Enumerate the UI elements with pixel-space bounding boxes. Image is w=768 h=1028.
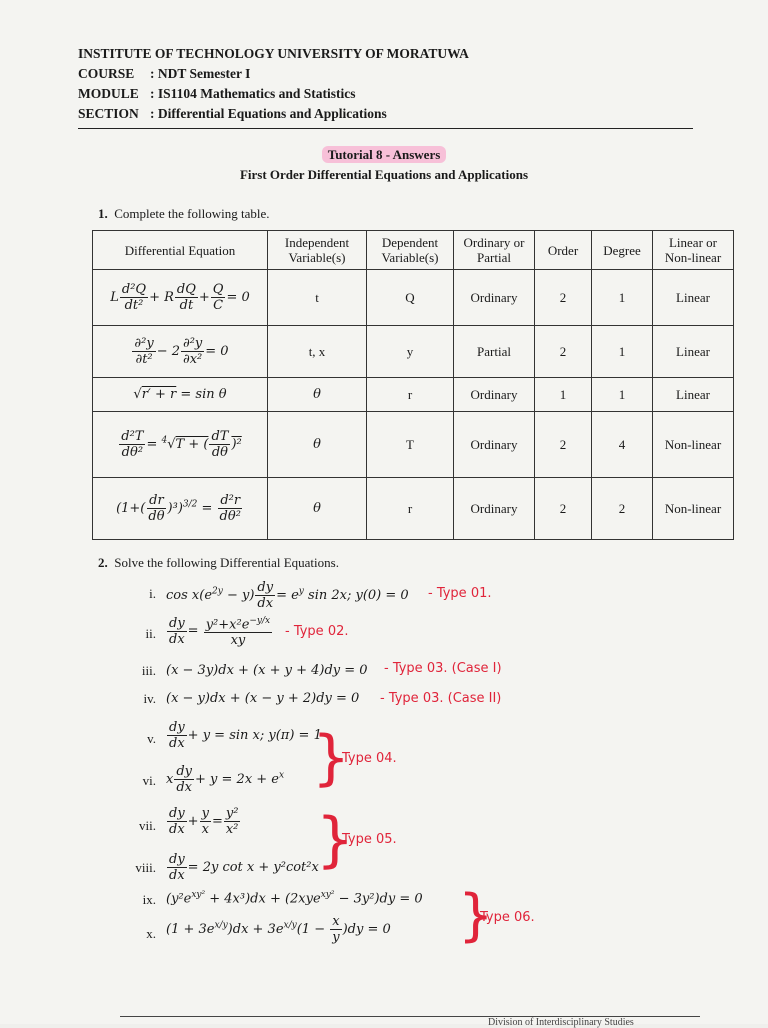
annotation-type-05: Type 05. — [342, 832, 397, 847]
item-number: viii. — [135, 860, 156, 875]
question-1: 1. Complete the following table. — [98, 206, 270, 221]
brace-type-06: } — [458, 883, 494, 948]
table-row: √r′ + r = sin θ θ r Ordinary 1 1 Linear — [93, 378, 734, 412]
header-divider — [78, 128, 693, 129]
annotation-type-02: - Type 02. — [285, 624, 349, 639]
table-row: L $\frac{\text{d²Q}}{\text{dt²}}$ + R $\frac{dQ}{dt}$ + $\frac{Q}{C}$ = 0 t Q Ordinary 2 1 Linear — [93, 270, 734, 326]
equation-x: $(1 + 3e^{x/y})dx + 3e^{x/y}(1$ − $\frac{x}{y}$ )dy = 0 — [166, 914, 391, 945]
header-row-course: COURSE : NDT Semester I — [78, 66, 251, 81]
annotation-type-04: Type 04. — [342, 751, 397, 766]
equation-cell: √r′ + r = sin θ — [93, 378, 268, 412]
equation-iv: (x − y)dx + (x − y + 2)dy = 0 — [166, 691, 360, 706]
header-cell: Linear or Non-linear — [653, 231, 734, 270]
header-cell: Differential Equation — [93, 231, 268, 270]
item-number: iv. — [143, 691, 156, 706]
equation-viii: $\frac{dy}{dx}$ = 2y cot x + y²cot²x — [169, 852, 319, 883]
header-cell: Ordinary or Partial — [454, 231, 535, 270]
item-number: v. — [147, 731, 156, 746]
item-number: x. — [146, 926, 156, 941]
page-subtitle: First Order Differential Equations and Applications — [239, 167, 529, 182]
annotation-type-03-case-2: - Type 03. (Case II) — [380, 691, 502, 706]
equation-iii: (x − 3y)dx + (x + y + 4)dy = 0 — [166, 663, 368, 678]
equation-cell: $\frac{\text{∂²y}}{\text{∂t²}}$ − 2 $\frac{\text{∂²y}}{\text{∂x²}}$ = 0 — [93, 326, 268, 378]
equation-cell: $\frac{\text{d²T}}{\text{dθ²}}$ = $^4$√T + ( $\frac{dT}{d\theta}$ )² — [93, 412, 268, 478]
question-2: 2. Solve the following Differential Equations. — [98, 555, 339, 570]
annotation-type-03-case-1: - Type 03. (Case I) — [384, 661, 502, 676]
annotation-type-06: Type 06. — [480, 910, 535, 925]
brace-type-05: } — [316, 805, 355, 875]
equation-cell: (1+( $\frac{dr}{d\theta}$ )³)$^{3/2}$ = $\frac{\text{d²r}}{\text{dθ²}}$ — [93, 478, 268, 540]
brace-type-04: } — [312, 723, 351, 793]
header-row-module: MODULE : IS1104 Mathematics and Statistics — [78, 86, 356, 101]
item-number: i. — [149, 586, 156, 601]
header-row-section: SECTION : Differential Equations and Applications — [78, 106, 387, 121]
institute-name: INSTITUTE OF TECHNOLOGY UNIVERSITY OF MORATUWA — [78, 46, 469, 61]
header-cell: Dependent Variable(s) — [367, 231, 454, 270]
table-row: $\frac{\text{d²T}}{\text{dθ²}}$ = $^4$√T + ( $\frac{dT}{d\theta}$ )² θ T Ordinary 2 4 Non-linear — [93, 412, 734, 478]
equation-ix: $(y^2e^{xy^2} + 4x^3)dx + (2xye^{xy^2} - 3y^2)dy = 0$ — [166, 890, 423, 907]
item-number: iii. — [141, 663, 156, 678]
header-cell: Degree — [592, 231, 653, 270]
table-row: $\frac{\text{∂²y}}{\text{∂t²}}$ − 2 $\frac{\text{∂²y}}{\text{∂x²}}$ = 0 t, x y Partial 2 1 Linear — [93, 326, 734, 378]
table-header-row — [93, 231, 734, 270]
header-cell: Order — [535, 231, 592, 270]
document-header — [78, 44, 469, 124]
annotation-type-01: - Type 01. — [428, 586, 492, 601]
equation-cell: L $\frac{\text{d²Q}}{\text{dt²}}$ + R $\frac{dQ}{dt}$ + $\frac{Q}{C}$ = 0 — [93, 270, 268, 326]
header-cell: Independent Variable(s) — [268, 231, 367, 270]
tutorial-title: Tutorial 8 - Answers — [0, 147, 768, 163]
item-number: vii. — [139, 818, 156, 833]
item-number: ii. — [145, 626, 156, 641]
equation-ii: $\frac{dy}{dx}$ = $\frac{y^2+x^2e^{-y/x}}{xy}$ — [169, 615, 271, 649]
equation-i: $\cos x(e^{2y} - y)$ $\frac{dy}{dx}$ = $e^y$ sin 2x; y(0) = 0 — [166, 580, 409, 611]
table-row: (1+( $\frac{dr}{d\theta}$ )³)$^{3/2}$ = $\frac{\text{d²r}}{\text{dθ²}}$ θ r Ordinary 2 2 Non-linear — [93, 478, 734, 540]
item-number: ix. — [142, 892, 156, 907]
equation-vi: x $\frac{dy}{dx}$ + $y = 2x + e^x$ — [166, 764, 285, 795]
answer-table — [92, 230, 734, 540]
equation-vii: $\frac{dy}{dx}$ + $\frac{y}{x}$ = $\frac{\text{y²}}{\text{x²}}$ — [169, 806, 239, 837]
item-number: vi. — [142, 773, 156, 788]
equation-v: $\frac{dy}{dx}$ + y = sin x; y(π) = 1 — [169, 720, 322, 751]
footer-text: Division of Interdisciplinary Studies — [488, 1017, 634, 1028]
